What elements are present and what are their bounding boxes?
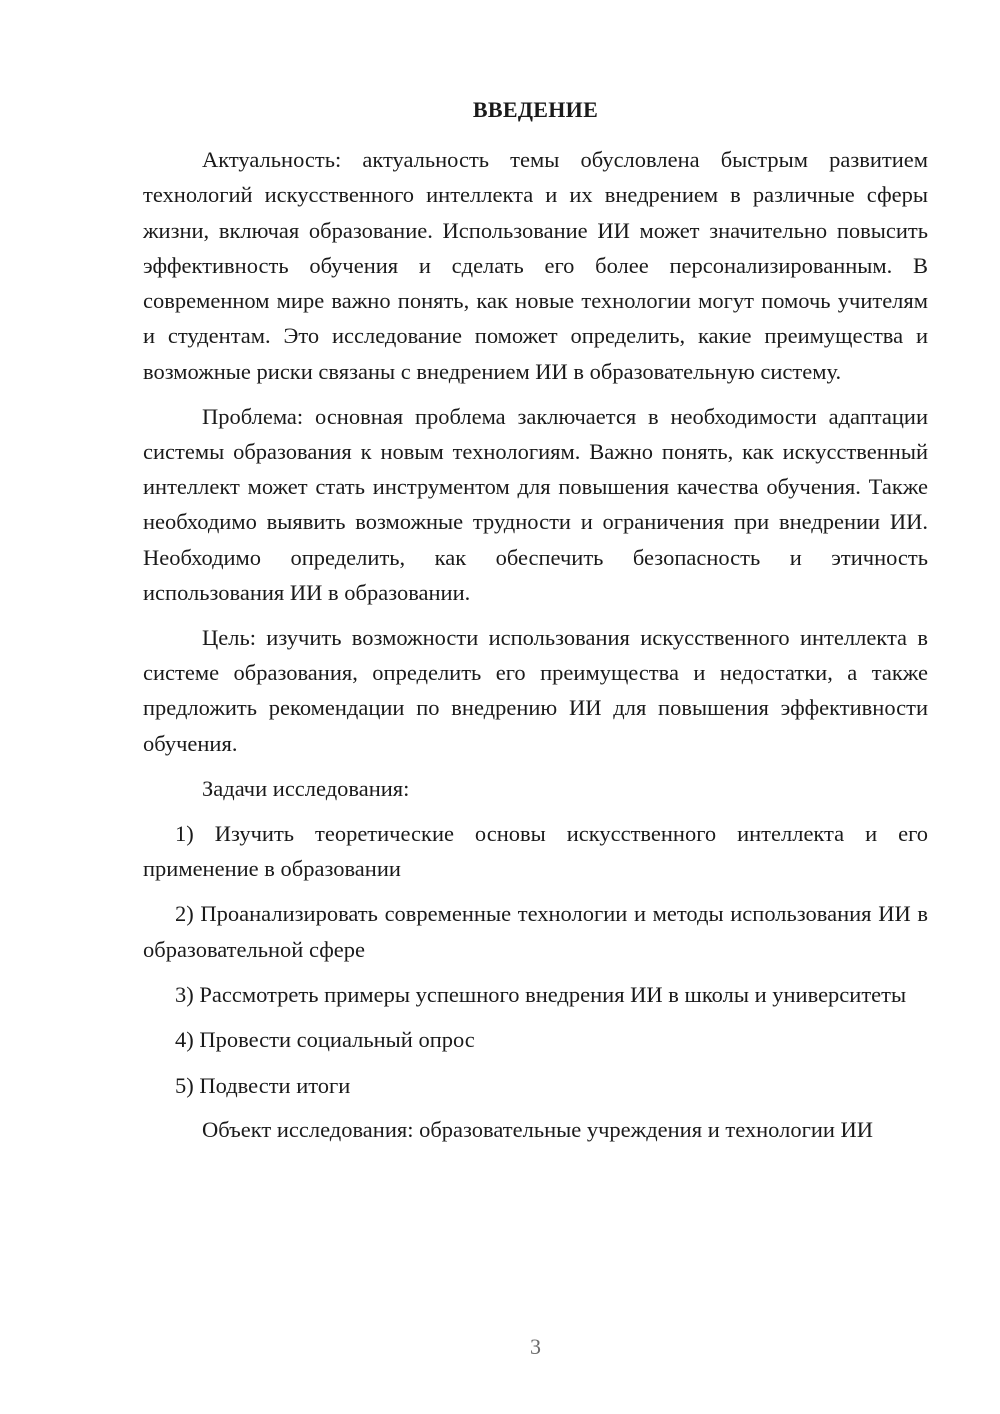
paragraph-problem: Проблема: основная проблема заключается в необходимости адаптации системы образования к новым технологиям. Важно понять, как искусственный интеллект может стать инструментом для повышения качества обучения. Также необходимо выявить возможные трудности и ограничения при внедрении ИИ. Необходимо определить, как обеспечить безопасность и этичность использования ИИ в образовании. (143, 403, 928, 606)
task-item-2: 2) Проанализировать современные технологии и методы использования ИИ в образовательной сфере (143, 901, 928, 962)
paragraph-relevance: Актуальность: актуальность темы обусловлена быстрым развитием технологий искусственного интеллекта и их внедрением в различные сферы жизни, включая образование. Использование ИИ может значительно повысить эффективность обучения и сделать его более персонализированным. В современном мире важно понять, как новые технологии могут помочь учителям и студентам. Это исследование поможет определить, какие преимущества и возможные риски связаны с внедрением ИИ в образовательную систему. (143, 147, 928, 384)
task-item-5: 5) Подвести итоги (175, 1072, 351, 1098)
tasks-heading: Задачи исследования: (202, 775, 410, 801)
task-item-4: 4) Провести социальный опрос (175, 1027, 475, 1053)
paragraph-goal: Цель: изучить возможности использования искусственного интеллекта в системе образования, определить его преимущества и недостатки, а также предложить рекомендации по внедрению ИИ для повышения эффективности обучения. (143, 624, 928, 756)
paragraph-object: Объект исследования: образовательные учреждения и технологии ИИ (202, 1117, 874, 1143)
task-item-1: 1) Изучить теоретические основы искусственного интеллекта и его применение в образовании (143, 820, 928, 882)
page-number: 3 (530, 1334, 541, 1359)
document-page (143, 0, 928, 1414)
task-item-3: 3) Рассмотреть примеры успешного внедрения ИИ в школы и университеты (175, 982, 907, 1008)
page-title: ВВЕДЕНИЕ (472, 97, 599, 122)
document-body (143, 142, 928, 1148)
